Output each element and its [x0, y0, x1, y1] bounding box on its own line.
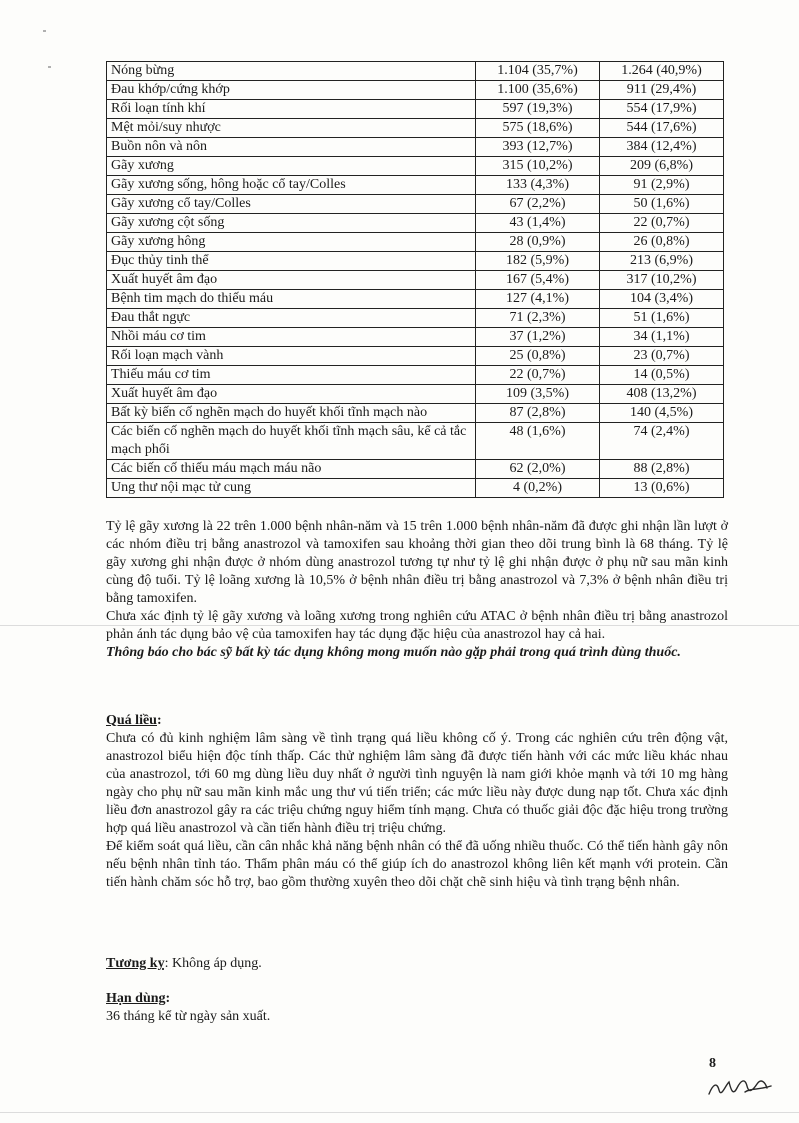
- tamoxifen-count-cell: 544 (17,6%): [600, 119, 724, 138]
- tamoxifen-count-cell: 140 (4,5%): [600, 404, 724, 423]
- table-row: [107, 290, 724, 309]
- adverse-event-name-cell: Gãy xương sống, hông hoặc cổ tay/Colles: [107, 176, 476, 195]
- table-row: [107, 309, 724, 328]
- shelf-life-text: 36 tháng kể từ ngày sản xuất.: [106, 1009, 271, 1024]
- table-row: [107, 138, 724, 157]
- adverse-event-name-cell: Đục thủy tinh thể: [107, 252, 476, 271]
- table-row: [107, 100, 724, 119]
- shelf-life-heading-colon: :: [165, 991, 171, 1006]
- adverse-event-name-cell: Ung thư nội mạc tử cung: [107, 479, 476, 498]
- adverse-event-name-cell: Mệt mỏi/suy nhược: [107, 119, 476, 138]
- overdose-paragraph-1: Chưa có đủ kinh nghiệm lâm sàng về tình trạng quá liều không cố ý. Trong các nghiên cứu trên động vật, anastrozol biểu hiện độc tính thấp. Các thử nghiệm lâm sàng đã được tiến hành với các mức liều khác nhau của anastrozol, tới 60 mg dùng liều duy nhất ở người tình nguyện là nam giới khỏe mạnh và tới 10 mg hàng ngày cho phụ nữ sau mãn kinh mắc ung thư vú tiến triển; các mức liều này được dung nạp tốt. Chưa xác định liều đơn anastrozol gây ra các triệu chứng nguy hiểm tính mạng. Chưa có thuốc giải độc đặc hiệu trong trường hợp quá liều anastrozol và cần tiến hành điều trị triệu chứng.: [106, 731, 728, 836]
- anastrozole-count-cell: 43 (1,4%): [476, 214, 600, 233]
- adverse-event-name-cell: Xuất huyết âm đạo: [107, 271, 476, 290]
- adverse-event-name-cell: Rối loạn mạch vành: [107, 347, 476, 366]
- table-row: [107, 157, 724, 176]
- table-row: [107, 176, 724, 195]
- atac-paragraph: Chưa xác định tỷ lệ gãy xương và loãng xương trong nghiên cứu ATAC ở bệnh nhân điều trị bằng anastrozol phản ánh tác dụng bảo vệ của tamoxifen hay tác dụng đặc hiệu của anastrozol hay cả hai.: [106, 609, 728, 642]
- adverse-event-name-cell: Rối loạn tính khí: [107, 100, 476, 119]
- anastrozole-count-cell: 167 (5,4%): [476, 271, 600, 290]
- adverse-event-name-cell: Xuất huyết âm đạo: [107, 385, 476, 404]
- anastrozole-count-cell: 87 (2,8%): [476, 404, 600, 423]
- overdose-paragraph-2: Để kiểm soát quá liều, cần cân nhắc khả năng bệnh nhân có thể đã uống nhiều thuốc. Có thể tiến hành gây nôn nếu bệnh nhân tỉnh táo. Thẩm phân máu có thể giúp ích do anastrozol không liên kết mạnh với protein. Cần tiến hành chăm sóc hỗ trợ, bao gồm thường xuyên theo dõi chặt chẽ sinh hiệu và tình trạng bệnh nhân.: [106, 839, 728, 890]
- tamoxifen-count-cell: 384 (12,4%): [600, 138, 724, 157]
- tamoxifen-count-cell: 13 (0,6%): [600, 479, 724, 498]
- table-row: [107, 81, 724, 100]
- handwritten-initials-mark: [705, 1068, 775, 1104]
- anastrozole-count-cell: 48 (1,6%): [476, 423, 600, 460]
- interactions-section: [106, 955, 728, 973]
- overdose-section: [106, 712, 728, 892]
- anastrozole-count-cell: 37 (1,2%): [476, 328, 600, 347]
- table-row: [107, 385, 724, 404]
- anastrozole-count-cell: 1.104 (35,7%): [476, 62, 600, 81]
- table-row: [107, 62, 724, 81]
- shelf-life-section: [106, 990, 728, 1026]
- anastrozole-count-cell: 133 (4,3%): [476, 176, 600, 195]
- page-number: 8: [709, 1056, 716, 1071]
- adverse-event-name-cell: Nóng bừng: [107, 62, 476, 81]
- anastrozole-count-cell: 575 (18,6%): [476, 119, 600, 138]
- adverse-event-name-cell: Các biến cố nghẽn mạch do huyết khối tĩnh mạch sâu, kể cả tắc mạch phổi: [107, 423, 476, 460]
- tamoxifen-count-cell: 22 (0,7%): [600, 214, 724, 233]
- tamoxifen-count-cell: 1.264 (40,9%): [600, 62, 724, 81]
- adverse-event-name-cell: Thiếu máu cơ tim: [107, 366, 476, 385]
- anastrozole-count-cell: 67 (2,2%): [476, 195, 600, 214]
- anastrozole-count-cell: 71 (2,3%): [476, 309, 600, 328]
- anastrozole-count-cell: 597 (19,3%): [476, 100, 600, 119]
- tamoxifen-count-cell: 88 (2,8%): [600, 460, 724, 479]
- tamoxifen-count-cell: 14 (0,5%): [600, 366, 724, 385]
- shelf-life-heading: Hạn dùng: [106, 991, 166, 1006]
- tamoxifen-count-cell: 50 (1,6%): [600, 195, 724, 214]
- tamoxifen-count-cell: 74 (2,4%): [600, 423, 724, 460]
- anastrozole-count-cell: 1.100 (35,6%): [476, 81, 600, 100]
- fracture-rate-paragraph: Tỷ lệ gãy xương là 22 trên 1.000 bệnh nhân-năm và 15 trên 1.000 bệnh nhân-năm đã được ghi nhận lần lượt ở các nhóm điều trị bằng anastrozol và tamoxifen sau khoảng thời gian theo dõi trung bình là 68 tháng. Tỷ lệ gãy xương ghi nhận được ở nhóm dùng anastrozol tương tự như tỷ lệ ghi nhận được ở phụ nữ sau mãn kinh cùng độ tuổi. Tỷ lệ loãng xương là 10,5% ở bệnh nhân điều trị bằng anastrozol và 7,3% ở bệnh nhân điều trị bằng tamoxifen.: [106, 519, 728, 606]
- table-row: [107, 479, 724, 498]
- tamoxifen-count-cell: 23 (0,7%): [600, 347, 724, 366]
- tamoxifen-count-cell: 408 (13,2%): [600, 385, 724, 404]
- anastrozole-count-cell: 62 (2,0%): [476, 460, 600, 479]
- adverse-event-name-cell: Gãy xương cổ tay/Colles: [107, 195, 476, 214]
- table-row: [107, 366, 724, 385]
- anastrozole-count-cell: 25 (0,8%): [476, 347, 600, 366]
- anastrozole-count-cell: 127 (4,1%): [476, 290, 600, 309]
- adverse-effect-notice: Thông báo cho bác sỹ bất kỳ tác dụng không mong muốn nào gặp phải trong quá trình dùng thuốc.: [106, 645, 681, 660]
- anastrozole-count-cell: 315 (10,2%): [476, 157, 600, 176]
- body-text: [106, 518, 728, 662]
- tamoxifen-count-cell: 317 (10,2%): [600, 271, 724, 290]
- tamoxifen-count-cell: 51 (1,6%): [600, 309, 724, 328]
- adverse-event-name-cell: Gãy xương hông: [107, 233, 476, 252]
- adverse-event-name-cell: Đau thắt ngực: [107, 309, 476, 328]
- table-row: [107, 423, 724, 460]
- scan-speck: [43, 30, 46, 32]
- table-row: [107, 233, 724, 252]
- adverse-event-name-cell: Buồn nôn và nôn: [107, 138, 476, 157]
- overdose-heading-colon: :: [156, 713, 162, 728]
- tamoxifen-count-cell: 911 (29,4%): [600, 81, 724, 100]
- adverse-event-name-cell: Đau khớp/cứng khớp: [107, 81, 476, 100]
- table-row: [107, 252, 724, 271]
- table-row: [107, 404, 724, 423]
- anastrozole-count-cell: 22 (0,7%): [476, 366, 600, 385]
- adverse-event-name-cell: Gãy xương cột sống: [107, 214, 476, 233]
- adverse-events-table-body: [107, 62, 724, 498]
- adverse-event-name-cell: Gãy xương: [107, 157, 476, 176]
- anastrozole-count-cell: 4 (0,2%): [476, 479, 600, 498]
- adverse-event-name-cell: Bất kỳ biến cố nghẽn mạch do huyết khối tĩnh mạch nào: [107, 404, 476, 423]
- overdose-heading: Quá liều: [106, 713, 157, 728]
- table-row: [107, 271, 724, 290]
- anastrozole-count-cell: 182 (5,9%): [476, 252, 600, 271]
- table-row: [107, 119, 724, 138]
- interactions-text: : Không áp dụng.: [164, 956, 262, 971]
- scan-fold-line: [0, 1112, 799, 1113]
- tamoxifen-count-cell: 213 (6,9%): [600, 252, 724, 271]
- tamoxifen-count-cell: 34 (1,1%): [600, 328, 724, 347]
- tamoxifen-count-cell: 209 (6,8%): [600, 157, 724, 176]
- tamoxifen-count-cell: 26 (0,8%): [600, 233, 724, 252]
- tamoxifen-count-cell: 554 (17,9%): [600, 100, 724, 119]
- table-row: [107, 460, 724, 479]
- scan-speck: [48, 66, 51, 68]
- tamoxifen-count-cell: 91 (2,9%): [600, 176, 724, 195]
- tamoxifen-count-cell: 104 (3,4%): [600, 290, 724, 309]
- adverse-event-name-cell: Nhồi máu cơ tim: [107, 328, 476, 347]
- adverse-event-name-cell: Các biến cố thiếu máu mạch máu não: [107, 460, 476, 479]
- anastrozole-count-cell: 109 (3,5%): [476, 385, 600, 404]
- interactions-heading: Tương kỵ: [106, 956, 165, 971]
- anastrozole-count-cell: 393 (12,7%): [476, 138, 600, 157]
- adverse-events-table: [106, 61, 724, 498]
- table-row: [107, 195, 724, 214]
- table-row: [107, 328, 724, 347]
- anastrozole-count-cell: 28 (0,9%): [476, 233, 600, 252]
- table-row: [107, 347, 724, 366]
- adverse-event-name-cell: Bệnh tim mạch do thiếu máu: [107, 290, 476, 309]
- table-row: [107, 214, 724, 233]
